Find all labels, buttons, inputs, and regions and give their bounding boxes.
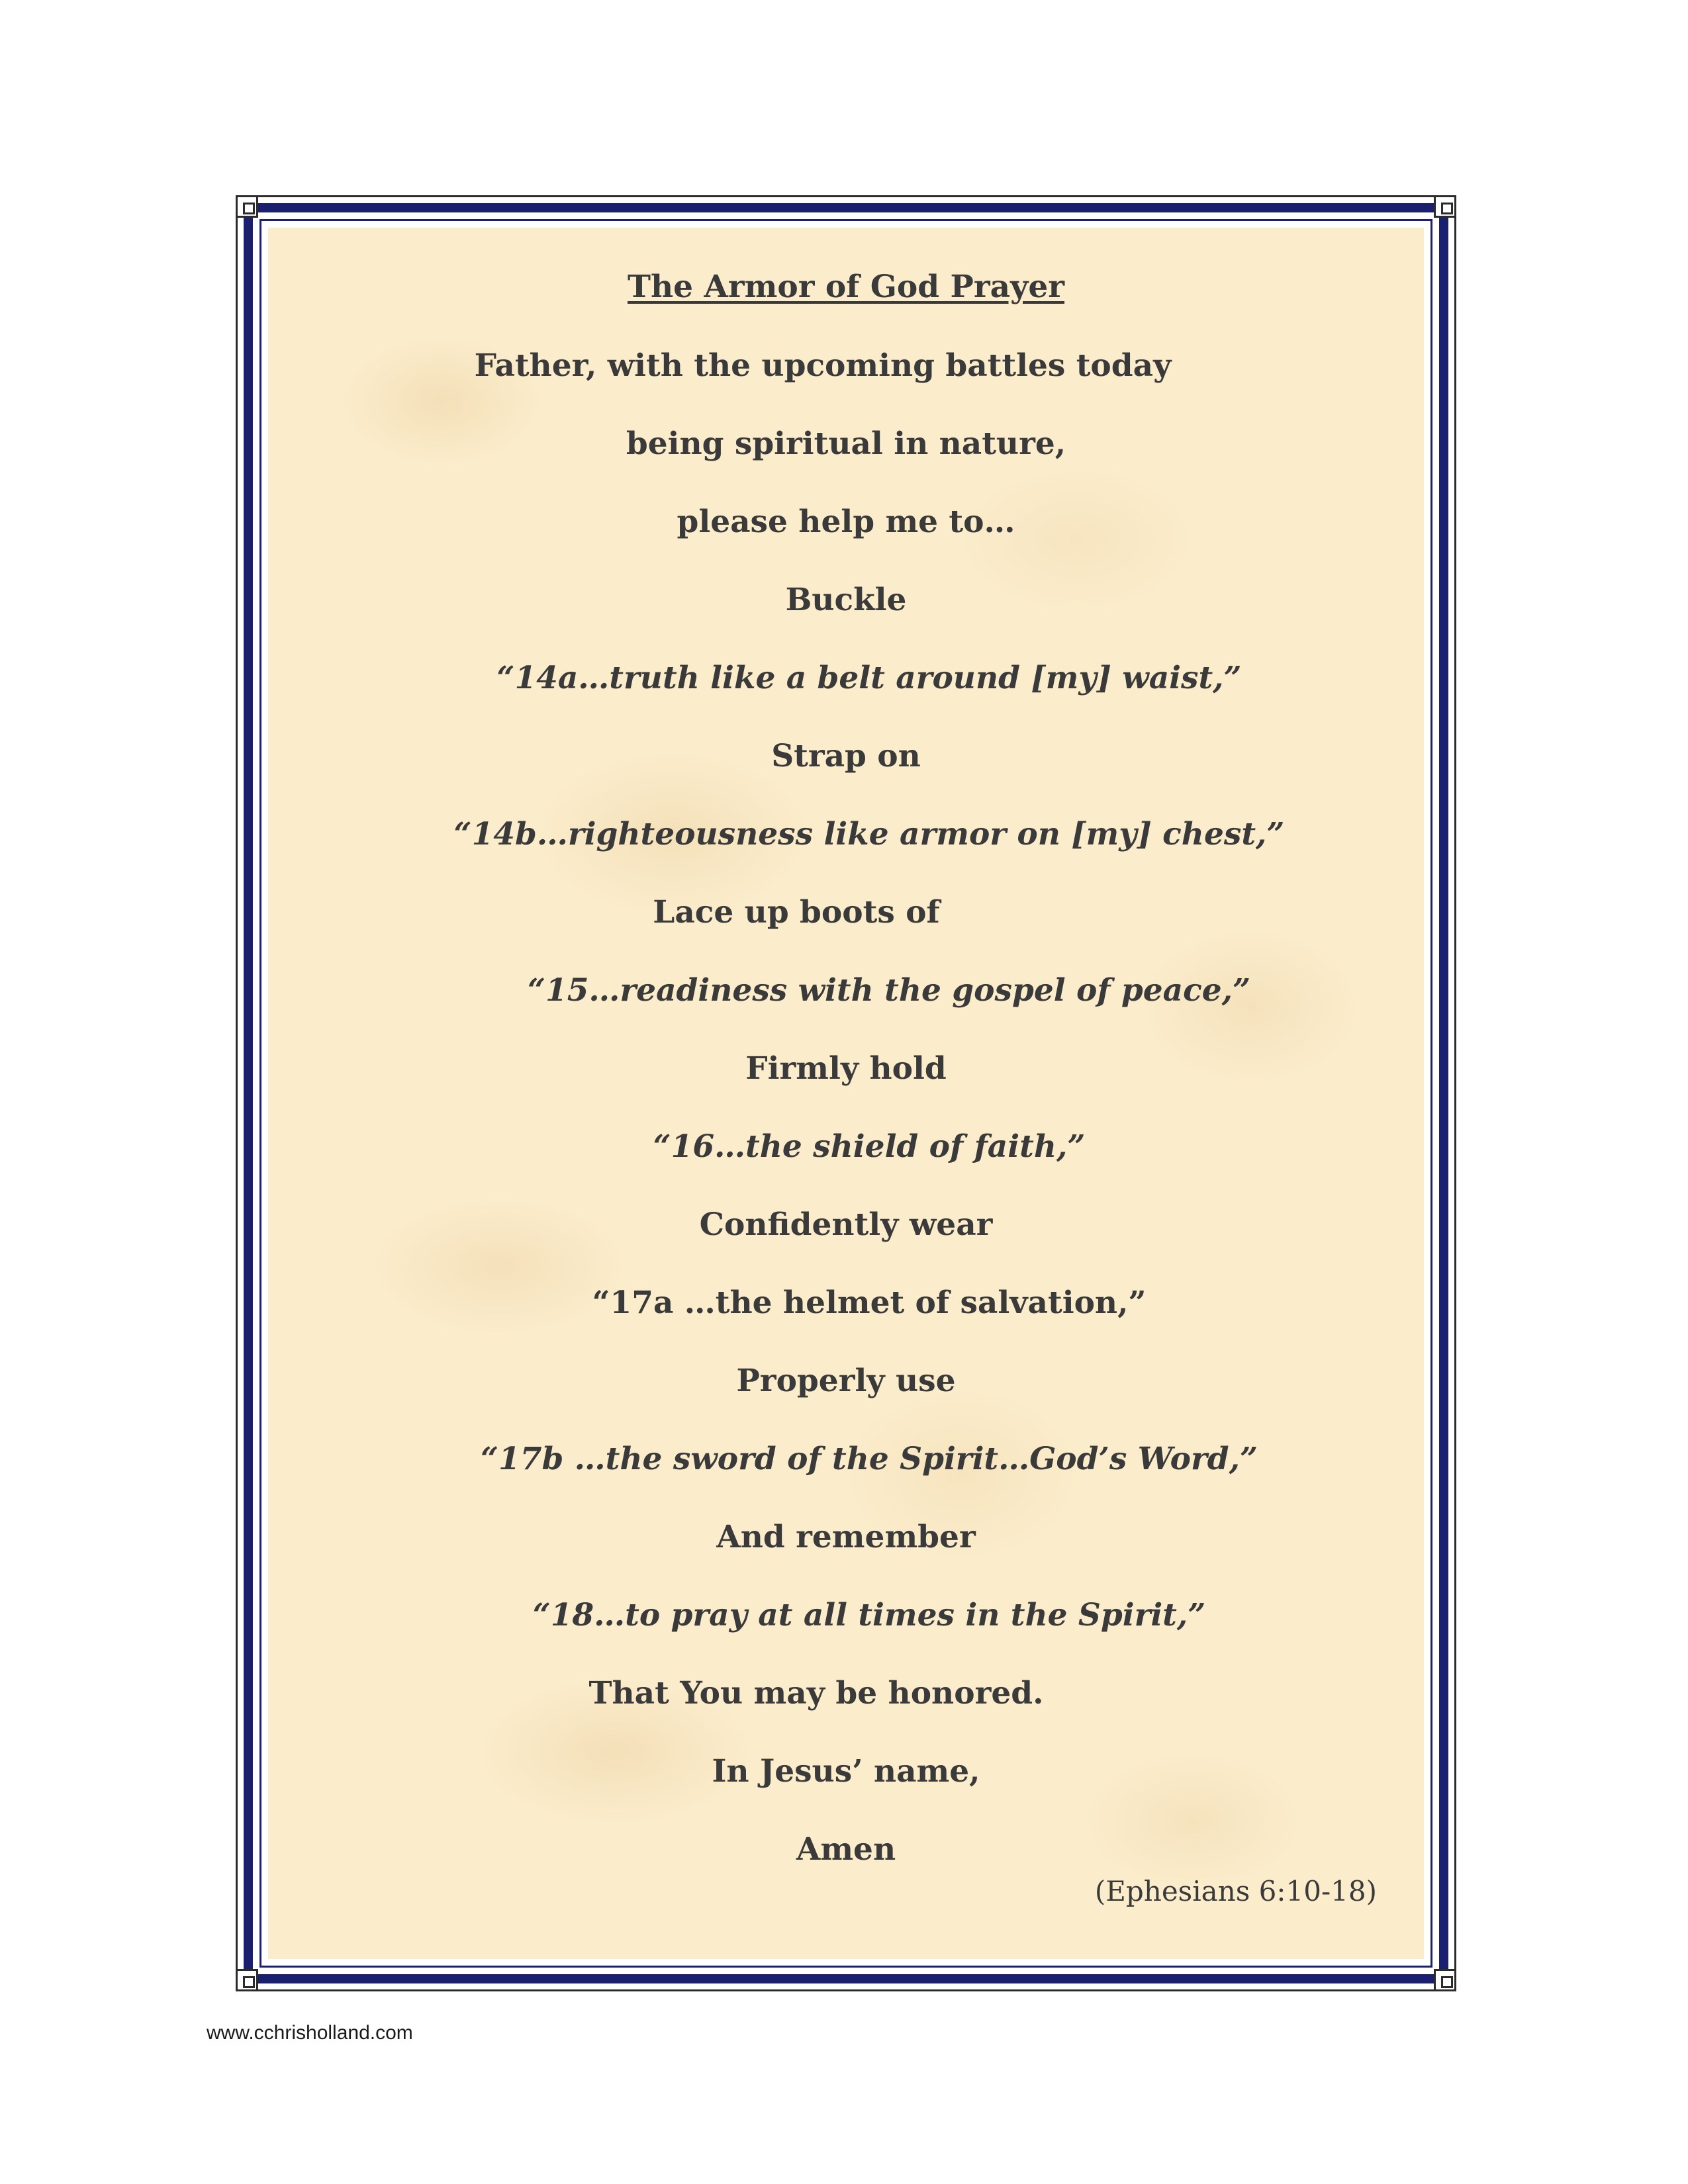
corner-ornament-bottom-left — [236, 1969, 258, 1991]
prayer-line-2: being spiritual in nature, — [626, 426, 1066, 462]
verse-15: “15…readiness with the gospel of peace,” — [527, 972, 1251, 1009]
prayer-title: The Armor of God Prayer — [627, 269, 1065, 305]
prayer-line-amen: Amen — [796, 1831, 896, 1868]
prayer-line-18: That You may be honored. — [588, 1675, 1044, 1711]
verse-17a: “17a …the helmet of salvation,” — [592, 1285, 1147, 1321]
footer-website-url[interactable]: www.cchrisholland.com — [207, 2022, 413, 2044]
prayer-line-10: Firmly hold — [745, 1050, 947, 1087]
verse-18: “18…to pray at all times in the Spirit,” — [532, 1597, 1206, 1633]
prayer-line-14: Properly use — [736, 1363, 956, 1399]
prayer-line-3: please help me to… — [677, 504, 1015, 540]
prayer-line-16: And remember — [716, 1519, 976, 1555]
prayer-line-6: Strap on — [771, 738, 921, 774]
verse-16: “16…the shield of faith,” — [653, 1128, 1086, 1165]
verse-17b: “17b …the sword of the Spirit…God’s Word,” — [481, 1441, 1258, 1477]
scripture-reference: (Ephesians 6:10-18) — [1094, 1875, 1377, 1907]
corner-ornament-bottom-right — [1434, 1969, 1456, 1991]
corner-ornament-top-right — [1434, 195, 1456, 218]
prayer-line-12: Confidently wear — [699, 1206, 993, 1243]
prayer-line-1: Father, with the upcoming battles today — [474, 347, 1172, 384]
prayer-line-19: In Jesus’ name, — [712, 1753, 980, 1790]
verse-14a: “14a…truth like a belt around [my] waist,” — [496, 660, 1242, 696]
verse-14b: “14b…righteousness like armor on [my] chest,” — [453, 816, 1285, 852]
prayer-line-8: Lace up boots of — [653, 894, 940, 931]
corner-ornament-top-left — [236, 195, 258, 218]
prayer-line-4: Buckle — [785, 582, 907, 618]
